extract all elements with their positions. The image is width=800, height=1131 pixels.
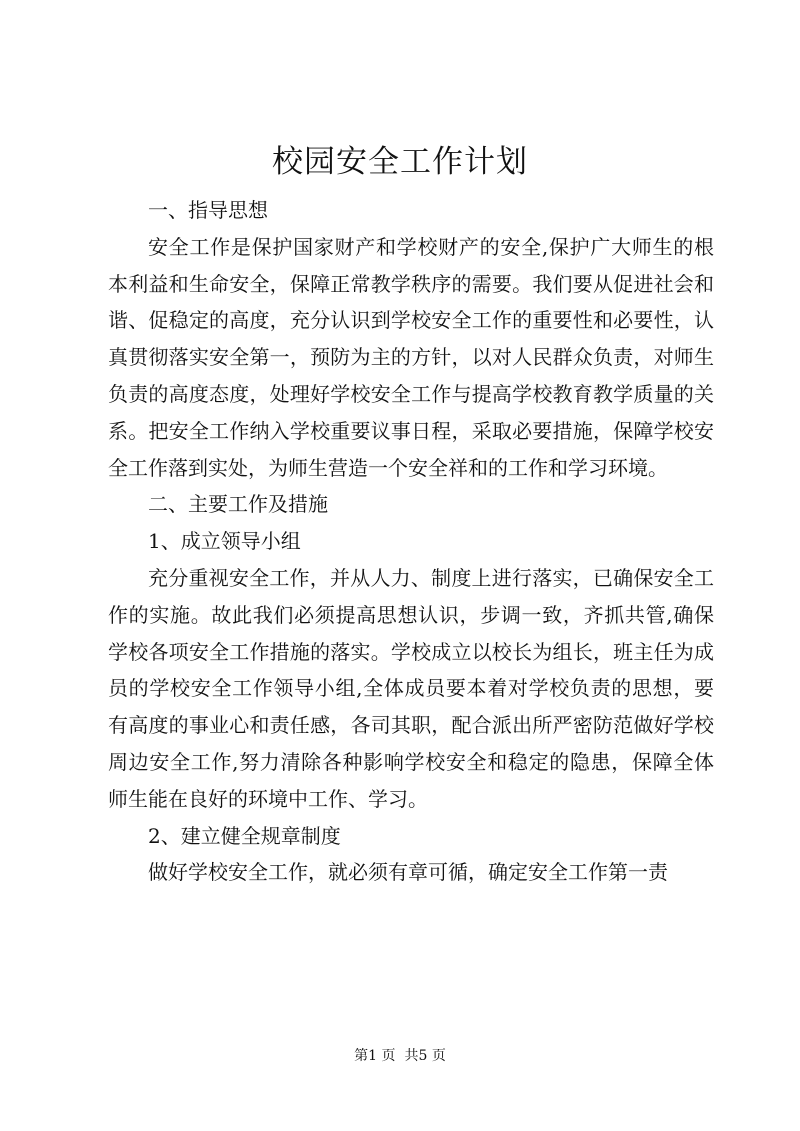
paragraph-rules-system: 做好学校安全工作，就必须有章可循，确定安全工作第一责 [148, 860, 668, 885]
page-prefix: 第 [354, 1048, 369, 1064]
subsection-heading-leadership-group: 1、成立领导小组 [148, 529, 301, 554]
section-heading-guiding-ideology: 一、指导思想 [148, 198, 268, 222]
document-title: 校园安全工作计划 [272, 144, 528, 180]
page-number: 1 [368, 1048, 378, 1064]
total-unit: 页 [431, 1048, 446, 1064]
document-body [108, 192, 714, 891]
total-prefix: 共 [404, 1048, 419, 1064]
section-heading-main-work: 二、主要工作及措施 [148, 492, 328, 517]
total-pages: 5 [418, 1048, 428, 1064]
subsection-heading-rules-system: 2、建立健全规章制度 [148, 823, 341, 848]
page-footer [0, 1046, 800, 1066]
page-unit: 页 [381, 1048, 396, 1064]
paragraph-guiding-ideology: 安全工作是保护国家财产和学校财产的安全,保护广大师生的根本利益和生命安全，保障正常教学秩序的需要。我们要从促进社会和谐、促稳定的高度，充分认识到学校安全工作的重要性和必要性，认真贯彻落实安全第一，预防为主的方针，以对人民群众负责，对师生负责的高度态度，处理好学校安全工作与提高学校教育教学质量的关系。把安全工作纳入学校重要议事日程，采取必要措施，保障学校安全工作落到实处，为师生营造一个安全祥和的工作和学习环境。 [108, 234, 714, 480]
paragraph-leadership-group: 充分重视安全工作，并从人力、制度上进行落实，已确保安全工作的实施。故此我们必须提高思想认识，步调一致，齐抓共管,确保学校各项安全工作措施的落实。学校成立以校长为组长，班主任为成员的学校安全工作领导小组,全体成员要本着对学校负责的思想，要有高度的事业心和责任感，各司其职，配合派出所严密防范做好学校周边安全工作,努力清除各种影响学校安全和稳定的隐患，保障全体师生能在良好的环境中工作、学习。 [108, 565, 714, 811]
